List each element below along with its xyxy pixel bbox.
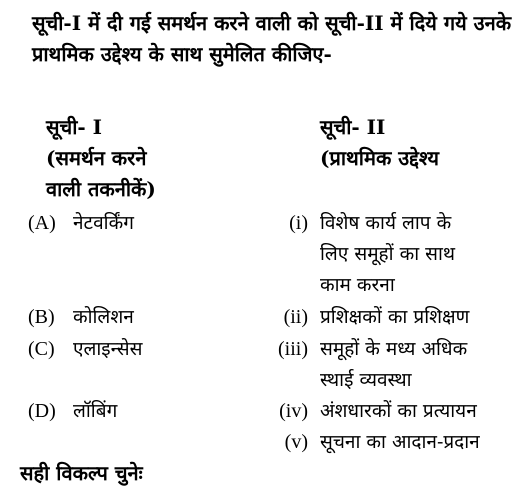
- right-item-iii-label: (iii): [278, 338, 308, 360]
- question-text: सूची-I में दी गई समर्थन करने वाली को सूची-II में दिये गये उनके प्राथमिक उद्देश्य के साथ सुमेलित कीजिए-: [32, 11, 512, 66]
- left-item-c-label: (C): [28, 338, 55, 360]
- left-item-c-text: एलाइन्सेस: [73, 338, 143, 360]
- left-item-b-label: (B): [28, 306, 55, 328]
- list2-header: [320, 112, 439, 174]
- right-item-i-line1: विशेष कार्य लाप के: [320, 212, 452, 234]
- list2-title: सूची- II: [320, 115, 386, 139]
- instruction-text: सही विकल्प चुनेः: [20, 461, 143, 485]
- right-item-v-label: (v): [284, 431, 308, 453]
- right-item-ii-line1: प्रशिक्षकों का प्रशिक्षण: [320, 306, 470, 328]
- list1-title: सूची- I: [46, 115, 103, 139]
- right-item-iv-line1: अंशधारकों का प्रत्यायन: [320, 400, 477, 422]
- left-item-a-text: नेटवर्किंग: [73, 212, 134, 234]
- left-item-d-text: लॉबिंग: [73, 400, 118, 422]
- list2-subtitle: (प्राथमिक उद्देश्य: [320, 146, 440, 170]
- right-item-v-line1: सूचना का आदान-प्रदान: [320, 431, 480, 453]
- right-item-i-line2: लिए समूहों का साथ: [320, 243, 456, 265]
- right-item-i-label: (i): [289, 212, 308, 234]
- right-item-iii-line2: स्थाई व्यवस्था: [320, 369, 412, 391]
- left-item-a-label: (A): [28, 212, 56, 234]
- list1-subtitle-line2: वाली तकनीकें): [46, 177, 156, 201]
- left-item-d-label: (D): [28, 400, 56, 422]
- list1-header: [46, 112, 156, 205]
- left-item-b-text: कोलिशन: [73, 306, 134, 328]
- right-item-i-line3: काम करना: [320, 274, 395, 296]
- list1-subtitle-line1: (समर्थन करने: [46, 146, 147, 170]
- right-item-iii-line1: समूहों के मध्य अधिक: [320, 338, 468, 360]
- right-item-ii-label: (ii): [283, 306, 308, 328]
- right-item-iv-label: (iv): [279, 400, 308, 422]
